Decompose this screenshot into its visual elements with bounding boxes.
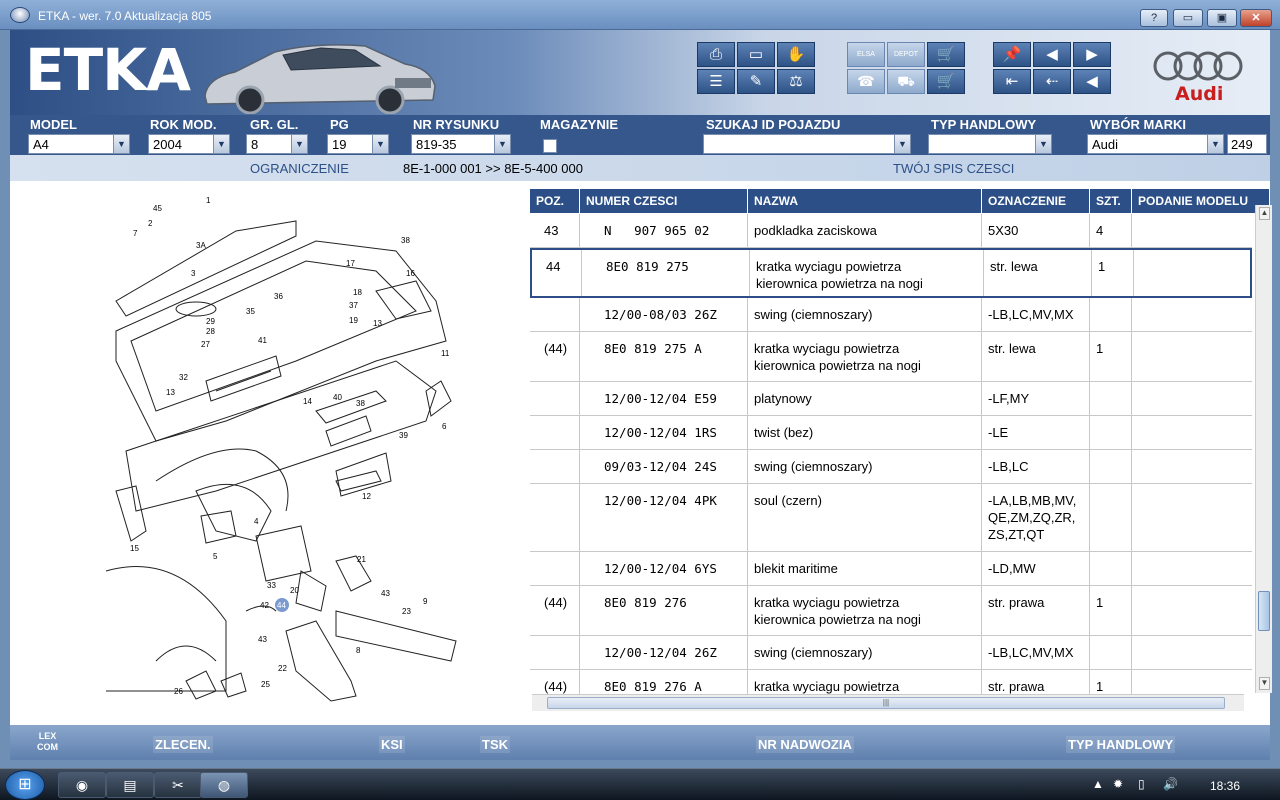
column-divider xyxy=(981,416,982,449)
warehouse-checkbox[interactable] xyxy=(543,139,557,153)
app-icon[interactable] xyxy=(10,7,30,23)
column-divider xyxy=(581,250,582,296)
diagram-label: 5 xyxy=(213,552,218,561)
diagram-label: 7 xyxy=(133,229,138,238)
cell-name: platynowy xyxy=(754,391,812,406)
lexcom-line-2: COM xyxy=(37,742,58,752)
drawing-label: NR RYSUNKU xyxy=(413,117,500,132)
nav-body-number[interactable]: NR NADWOZIA xyxy=(758,737,852,752)
column-divider xyxy=(1131,214,1132,247)
main-group-select[interactable] xyxy=(246,134,308,154)
audi-logo xyxy=(1153,50,1248,105)
model-label: MODEL xyxy=(30,117,77,132)
column-divider xyxy=(1091,250,1092,296)
diagram-label: 6 xyxy=(442,422,447,431)
brand-label: WYBÓR MARKI xyxy=(1090,117,1187,132)
cell-name: podkladka zaciskowa xyxy=(754,223,877,238)
column-divider xyxy=(1131,552,1132,585)
tray-expand-icon[interactable]: ▲ xyxy=(1092,777,1104,791)
first-icon[interactable]: ⇤ xyxy=(993,69,1031,94)
table-row[interactable] xyxy=(530,248,1252,298)
column-divider xyxy=(1089,416,1090,449)
column-divider xyxy=(981,382,982,415)
maximize-button[interactable]: ▣ xyxy=(1207,9,1237,27)
cell-num: 09/03-12/04 24S xyxy=(604,459,717,474)
column-divider xyxy=(1131,450,1132,483)
diagram-label: 42 xyxy=(260,601,269,610)
column-divider xyxy=(981,450,982,483)
bottom-nav xyxy=(10,725,1270,760)
scroll-thumb[interactable] xyxy=(1258,591,1270,631)
col-header-designation[interactable]: OZNACZENIE xyxy=(982,189,1090,213)
page-back-icon[interactable]: ◀ xyxy=(1033,42,1071,67)
column-divider xyxy=(1131,416,1132,449)
cell-num: N 907 965 02 xyxy=(604,223,710,238)
scroll-down-icon[interactable]: ▼ xyxy=(1259,677,1270,690)
cell-name: kratka wyciagu powietrza kierownica powietrza na nogi xyxy=(756,259,923,291)
toolbar-group-1 xyxy=(697,42,815,94)
column-divider xyxy=(1131,332,1132,381)
main-group-value: 8 xyxy=(251,137,259,152)
diagram-label: 29 xyxy=(206,317,215,326)
cell-name: kratka wyciagu powietrza kierownica powietrza na nogi xyxy=(754,595,921,627)
chevron-down-icon[interactable]: ▼ xyxy=(894,135,910,153)
etka-logo: ETKA xyxy=(25,36,191,104)
column-divider xyxy=(981,332,982,381)
column-divider xyxy=(981,586,982,635)
scroll-up-icon[interactable]: ▲ xyxy=(1259,207,1270,220)
column-divider xyxy=(747,552,748,585)
security-icon[interactable]: ✹ xyxy=(1113,777,1124,791)
diagram-label: 28 xyxy=(206,327,215,336)
close-button[interactable]: ✕ xyxy=(1240,9,1272,27)
elsa-icon[interactable]: ELSA xyxy=(847,42,885,67)
parts-diagram[interactable] xyxy=(96,191,476,711)
diagram-label: 37 xyxy=(349,301,358,310)
diagram-label: 19 xyxy=(349,316,358,325)
pg-select[interactable] xyxy=(327,134,389,154)
result-count: 249 xyxy=(1227,134,1267,154)
column-divider xyxy=(747,586,748,635)
start-button[interactable]: ⊞ xyxy=(5,770,45,800)
back-icon[interactable]: ◀ xyxy=(1073,69,1111,94)
diagram-label: 33 xyxy=(267,581,276,590)
column-divider xyxy=(579,214,580,247)
nav-orders[interactable]: ZLECEN. xyxy=(155,737,211,752)
diagram-label: 32 xyxy=(179,373,188,382)
diagram-label: 3A xyxy=(196,241,206,250)
chevron-down-icon[interactable]: ▼ xyxy=(372,135,388,153)
column-divider xyxy=(579,298,580,331)
cell-poz: (44) xyxy=(544,679,568,694)
diagram-label: 21 xyxy=(357,555,366,564)
diagram-label: 36 xyxy=(274,292,283,301)
clock: 18:36 xyxy=(1210,779,1241,793)
depot-icon[interactable]: DEPOT xyxy=(887,42,925,67)
trade-type-label: TYP HANDLOWY xyxy=(931,117,1037,132)
diagram-label: 43 xyxy=(381,589,390,598)
chevron-down-icon[interactable]: ▼ xyxy=(213,135,229,153)
tool-icon[interactable]: ✂ xyxy=(154,772,202,798)
toolbar-group-3 xyxy=(993,42,1111,94)
diagram-label: 16 xyxy=(406,269,415,278)
cell-oz: -LE xyxy=(988,425,1009,440)
window-title: ETKA - wer. 7.0 Aktualizacja 805 xyxy=(38,9,212,23)
cell-name: swing (ciemnoszary) xyxy=(754,645,873,660)
diagram-label-highlight: 44 xyxy=(277,601,286,610)
screen-icon[interactable]: ▭ xyxy=(737,42,775,67)
folder-icon[interactable]: ▤ xyxy=(106,772,154,798)
printer-icon[interactable]: ⎙ xyxy=(697,42,735,67)
cell-num: 12/00-12/04 26Z xyxy=(604,645,717,660)
column-divider xyxy=(579,450,580,483)
cell-num: 8E0 819 275 A xyxy=(604,341,702,356)
pg-value: 19 xyxy=(332,137,347,152)
table-row[interactable] xyxy=(530,332,1252,382)
diagram-label: 20 xyxy=(290,586,299,595)
column-divider xyxy=(747,416,748,449)
table-row[interactable] xyxy=(530,416,1252,450)
column-divider xyxy=(981,214,982,247)
cell-oz: -LA,LB,MB,MV, QE,ZM,ZQ,ZR, ZS,ZT,QT xyxy=(988,493,1077,542)
column-divider xyxy=(579,332,580,381)
col-header-part-number[interactable]: NUMER CZESCI xyxy=(580,189,748,213)
column-divider xyxy=(747,484,748,551)
cell-szt: 4 xyxy=(1096,223,1104,238)
drawing-select[interactable] xyxy=(411,134,511,154)
column-divider xyxy=(1089,298,1090,331)
column-divider xyxy=(1089,332,1090,381)
lexcom-line-1: LEX xyxy=(38,731,57,741)
diagram-label: 40 xyxy=(333,393,342,402)
table-row[interactable] xyxy=(530,450,1252,484)
cell-name: blekit maritime xyxy=(754,561,838,576)
col-header-poz[interactable]: POZ. xyxy=(530,189,580,213)
main-group-label: GR. GL. xyxy=(250,117,299,132)
column-divider xyxy=(747,298,748,331)
diagram-label: 13 xyxy=(166,388,175,397)
column-divider xyxy=(981,484,982,551)
cell-oz: str. prawa xyxy=(988,595,1045,610)
diagram-label: 38 xyxy=(356,399,365,408)
list-icon[interactable]: ☰ xyxy=(697,69,735,94)
handshake-icon[interactable]: ✋ xyxy=(777,42,815,67)
cell-num: 12/00-12/04 6YS xyxy=(604,561,717,576)
diagram-label: 9 xyxy=(423,597,428,606)
title-bar xyxy=(0,0,1280,30)
vertical-scrollbar[interactable] xyxy=(1255,205,1272,693)
nav-ksi[interactable]: KSI xyxy=(381,737,403,752)
cell-num: 8E0 819 276 A xyxy=(604,679,702,694)
column-divider xyxy=(1131,298,1132,331)
chevron-down-icon[interactable]: ▼ xyxy=(1207,135,1223,153)
column-divider xyxy=(579,552,580,585)
year-value: 2004 xyxy=(153,137,182,152)
cell-name: twist (bez) xyxy=(754,425,814,440)
table-row[interactable] xyxy=(530,552,1252,586)
cell-oz: 5X30 xyxy=(988,223,1019,238)
diagram-label: 17 xyxy=(346,259,355,268)
cell-name: kratka wyciagu powietrza kierownica powietrza na nogi xyxy=(754,341,921,373)
diagram-label: 41 xyxy=(258,336,267,345)
diagram-label: 23 xyxy=(402,607,411,616)
drawing-value: 819-35 xyxy=(416,137,457,152)
cell-oz: -LB,LC xyxy=(988,459,1029,474)
restriction-label: OGRANICZENIE xyxy=(250,161,349,176)
horizontal-scrollbar[interactable] xyxy=(532,694,1244,711)
cell-name: swing (ciemnoszary) xyxy=(754,459,873,474)
chevron-down-icon[interactable]: ▼ xyxy=(1035,135,1051,153)
column-divider xyxy=(1089,382,1090,415)
diagram-label: 26 xyxy=(174,687,183,696)
column-divider xyxy=(1131,636,1132,669)
pin-icon[interactable]: 📌 xyxy=(993,42,1031,67)
cell-name: kratka wyciagu powietrza xyxy=(754,679,900,694)
scale-icon[interactable]: ⚖ xyxy=(777,69,815,94)
table-header xyxy=(530,189,1270,213)
cell-szt: 1 xyxy=(1096,341,1104,356)
phone-icon[interactable]: ☎ xyxy=(847,69,885,94)
cell-szt: 1 xyxy=(1098,259,1106,274)
cart-multi-icon[interactable]: 🛒 xyxy=(927,42,965,67)
diagram-label: 15 xyxy=(130,544,139,553)
lexcom-logo xyxy=(35,731,60,757)
column-divider xyxy=(579,636,580,669)
diagram-label: 2 xyxy=(148,219,153,228)
etka-icon[interactable]: ◍ xyxy=(200,772,248,798)
column-divider xyxy=(1089,636,1090,669)
column-divider xyxy=(747,450,748,483)
diagram-label: 43 xyxy=(258,635,267,644)
chevron-down-icon[interactable]: ▼ xyxy=(291,135,307,153)
column-divider xyxy=(747,332,748,381)
cell-oz: str. lewa xyxy=(990,259,1038,274)
cell-num: 8E0 819 275 xyxy=(606,259,689,274)
cell-oz: str. lewa xyxy=(988,341,1036,356)
cell-num: 12/00-12/04 1RS xyxy=(604,425,717,440)
column-divider xyxy=(1089,552,1090,585)
column-divider xyxy=(1131,484,1132,551)
cart-icon[interactable]: 🛒 xyxy=(927,69,965,94)
column-divider xyxy=(747,382,748,415)
audi-wordmark: Audi xyxy=(1175,83,1224,105)
chevron-down-icon[interactable]: ▼ xyxy=(113,135,129,153)
cell-oz: -LF,MY xyxy=(988,391,1030,406)
car-image xyxy=(195,38,440,114)
column-divider xyxy=(1133,250,1134,296)
diagram-label: 39 xyxy=(399,431,408,440)
column-divider xyxy=(579,416,580,449)
main-content xyxy=(10,181,1270,725)
diagram-label: 8 xyxy=(356,646,361,655)
chevron-down-icon[interactable]: ▼ xyxy=(494,135,510,153)
diagram-label: 38 xyxy=(401,236,410,245)
column-divider xyxy=(981,636,982,669)
year-select[interactable] xyxy=(148,134,230,154)
column-divider xyxy=(983,250,984,296)
cell-szt: 1 xyxy=(1096,679,1104,694)
year-label: ROK MOD. xyxy=(150,117,217,132)
diagram-label: 11 xyxy=(441,349,450,358)
diagram-label: 1 xyxy=(206,196,211,205)
table-row[interactable] xyxy=(530,586,1252,636)
cell-poz: (44) xyxy=(544,595,568,610)
minimize-button[interactable]: ▭ xyxy=(1173,9,1203,27)
cell-num: 12/00-12/04 4PK xyxy=(604,493,717,508)
column-divider xyxy=(749,250,750,296)
car-wash-icon[interactable]: ⛟ xyxy=(887,69,925,94)
trade-type-select[interactable] xyxy=(928,134,1052,154)
pg-label: PG xyxy=(330,117,349,132)
model-select[interactable] xyxy=(28,134,130,154)
toolbar-group-2 xyxy=(847,42,965,94)
banner xyxy=(10,30,1270,115)
diagram-label: 22 xyxy=(278,664,287,673)
audi-rings-icon xyxy=(1153,50,1243,82)
restriction-value: 8E-1-000 001 >> 8E-5-400 000 xyxy=(403,161,583,176)
brand-select[interactable] xyxy=(1087,134,1224,154)
table-row[interactable] xyxy=(530,214,1252,248)
col-header-qty[interactable]: SZT. xyxy=(1090,189,1132,213)
diagram-label: 12 xyxy=(362,492,371,501)
col-header-model[interactable]: PODANIE MODELU xyxy=(1132,189,1270,213)
warehouse-label: MAGAZYNIE xyxy=(540,117,618,132)
nav-trade-type[interactable]: TYP HANDLOWY xyxy=(1068,737,1174,752)
column-divider xyxy=(579,382,580,415)
column-divider xyxy=(1131,586,1132,635)
column-divider xyxy=(1089,214,1090,247)
prev-icon[interactable]: ⇠ xyxy=(1033,69,1071,94)
help-button[interactable]: ? xyxy=(1140,9,1168,27)
column-divider xyxy=(981,298,982,331)
pencil-icon[interactable]: ✎ xyxy=(737,69,775,94)
cell-szt: 1 xyxy=(1096,595,1104,610)
scroll-thumb-horizontal[interactable]: ||| xyxy=(547,697,1225,709)
diagram-label: 14 xyxy=(303,397,312,406)
cell-oz: -LB,LC,MV,MX xyxy=(988,307,1074,322)
table-row[interactable] xyxy=(530,382,1252,416)
cell-num: 12/00-12/04 E59 xyxy=(604,391,717,406)
firefox-icon[interactable]: ◉ xyxy=(58,772,106,798)
brand-value: Audi xyxy=(1092,137,1119,152)
diagram-label: 27 xyxy=(201,340,210,349)
device-icon[interactable]: ▯ xyxy=(1138,777,1145,791)
cell-poz: (44) xyxy=(544,341,568,356)
volume-icon[interactable]: 🔊 xyxy=(1163,777,1178,791)
cell-poz: 43 xyxy=(544,223,559,238)
column-divider xyxy=(579,484,580,551)
cell-oz: -LD,MW xyxy=(988,561,1036,576)
col-header-name[interactable]: NAZWA xyxy=(748,189,982,213)
parts-list-link[interactable]: TWÓJ SPIS CZESCI xyxy=(893,161,1015,176)
column-divider xyxy=(747,214,748,247)
cell-num: 8E0 819 276 xyxy=(604,595,687,610)
cell-num: 12/00-08/03 26Z xyxy=(604,307,717,322)
cell-name: soul (czern) xyxy=(754,493,822,508)
cell-name: swing (ciemnoszary) xyxy=(754,307,873,322)
cell-poz: 44 xyxy=(546,259,561,274)
diagram-label: 4 xyxy=(254,517,259,526)
column-divider xyxy=(747,636,748,669)
parts-table xyxy=(530,189,1270,701)
vehicle-id-label: SZUKAJ ID POJAZDU xyxy=(706,117,841,132)
cell-oz: -LB,LC,MV,MX xyxy=(988,645,1074,660)
info-bar xyxy=(10,155,1270,181)
column-divider xyxy=(579,586,580,635)
table-row[interactable] xyxy=(530,298,1252,332)
column-divider xyxy=(981,552,982,585)
diagram-label: 18 xyxy=(353,288,362,297)
vehicle-id-select[interactable] xyxy=(703,134,911,154)
diagram-label: 25 xyxy=(261,680,270,689)
page-forward-icon[interactable]: ▶ xyxy=(1073,42,1111,67)
column-divider xyxy=(1131,382,1132,415)
cell-oz: str. prawa xyxy=(988,679,1045,694)
diagram-label: 35 xyxy=(246,307,255,316)
table-row[interactable] xyxy=(530,484,1252,552)
taskbar xyxy=(0,768,1280,800)
selector-bar xyxy=(10,115,1270,155)
column-divider xyxy=(1089,484,1090,551)
table-row[interactable] xyxy=(530,636,1252,670)
diagram-label: 13 xyxy=(373,319,382,328)
diagram-label: 3 xyxy=(191,269,196,278)
column-divider xyxy=(1089,586,1090,635)
model-value: A4 xyxy=(33,137,49,152)
nav-tsk[interactable]: TSK xyxy=(482,737,508,752)
column-divider xyxy=(1089,450,1090,483)
diagram-label: 45 xyxy=(153,204,162,213)
